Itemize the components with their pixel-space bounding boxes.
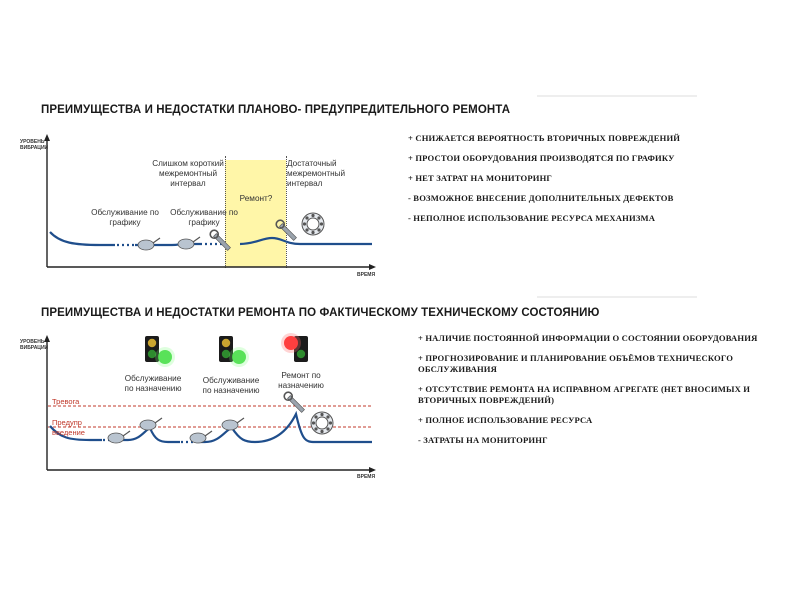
list-item: + ПРОСТОИ ОБОРУДОВАНИЯ ПРОИЗВОДЯТСЯ ПО ГРАФИКУ: [408, 153, 675, 163]
section2-title: ПРЕИМУЩЕСТВА И НЕДОСТАТКИ РЕМОНТА ПО ФАКТИЧЕСКОМУ ТЕХНИЧЕСКОМУ СОСТОЯНИЮ: [41, 307, 600, 319]
oil-can-icon: [108, 431, 130, 443]
traffic-light-icon-red: [281, 333, 308, 362]
list-item: + НЕТ ЗАТРАТ НА МОНИТОРИНГ: [408, 173, 553, 183]
service-label-2: Обслуживание по назначению: [202, 376, 260, 395]
section2-list: [418, 333, 773, 455]
warning-level-label: Предупр: [52, 418, 82, 427]
service-label-2: Обслуживание по графику: [170, 208, 238, 227]
repair-question-label: Ремонт?: [239, 194, 273, 203]
list-item: + ПРОГНОЗИРОВАНИЕ И ПЛАНИРОВАНИЕ ОБЪЁМОВ ТЕХНИЧЕСКОГО ОБСЛУЖИВАНИЯ: [418, 353, 734, 374]
list-item: - НЕПОЛНОЕ ИСПОЛЬЗОВАНИЕ РЕСУРСА МЕХАНИЗМА: [408, 213, 656, 223]
list-item: - ЗАТРАТЫ НА МОНИТОРИНГ: [418, 435, 548, 445]
oil-can-icon: [140, 418, 162, 430]
service-label-1: Обслуживание по назначению: [124, 374, 182, 393]
service-label-1: Обслуживание по графику: [91, 208, 159, 227]
vibration-curve-3: [196, 414, 372, 442]
bearing-icon: [311, 412, 333, 434]
baseline-level-label: введение: [52, 428, 85, 437]
y-axis-label: УРОВЕНЬ ВИБРАЦИИ: [20, 139, 49, 151]
short-interval-label: Слишком короткий межремонтный интервал: [152, 159, 224, 188]
sufficient-interval-label: Достаточный межремонтный интервал: [287, 159, 346, 188]
traffic-light-icon-green: [145, 336, 175, 367]
y-axis-label: УРОВЕНЬ ВИБРАЦИИ: [20, 339, 49, 351]
wrench-icon: [283, 391, 306, 414]
list-item: + ПОЛНОЕ ИСПОЛЬЗОВАНИЕ РЕСУРСА: [418, 415, 593, 425]
list-item: - ВОЗМОЖНОЕ ВНЕСЕНИЕ ДОПОЛНИТЕЛЬНЫХ ДЕФЕКТОВ: [408, 193, 674, 203]
repair-label: Ремонт по назначению: [278, 371, 324, 390]
section1-title: ПРЕИМУЩЕСТВА И НЕДОСТАТКИ ПЛАНОВО- ПРЕДУПРЕДИТЕЛЬНОГО РЕМОНТА: [41, 104, 511, 116]
alarm-level-label: Тревога: [52, 397, 80, 406]
x-axis-label: ВРЕМЯ: [357, 272, 376, 278]
list-item: + СНИЖАЕТСЯ ВЕРОЯТНОСТЬ ВТОРИЧНЫХ ПОВРЕЖДЕНИЙ: [408, 133, 681, 143]
list-item: + НАЛИЧИЕ ПОСТОЯННОЙ ИНФОРМАЦИИ О СОСТОЯНИИ ОБОРУДОВАНИЯ: [418, 333, 758, 343]
x-axis-arrow: [369, 467, 376, 473]
oil-can-icon: [222, 418, 244, 430]
x-axis-label: ВРЕМЯ: [357, 474, 376, 480]
list-item: + ОТСУТСТВИЕ РЕМОНТА НА ИСПРАВНОМ АГРЕГАТЕ (НЕТ ВНОСИМЫХ И ВТОРИЧНЫХ ПОВРЕЖДЕНИЙ): [418, 384, 751, 405]
traffic-light-icon-green: [219, 336, 249, 367]
